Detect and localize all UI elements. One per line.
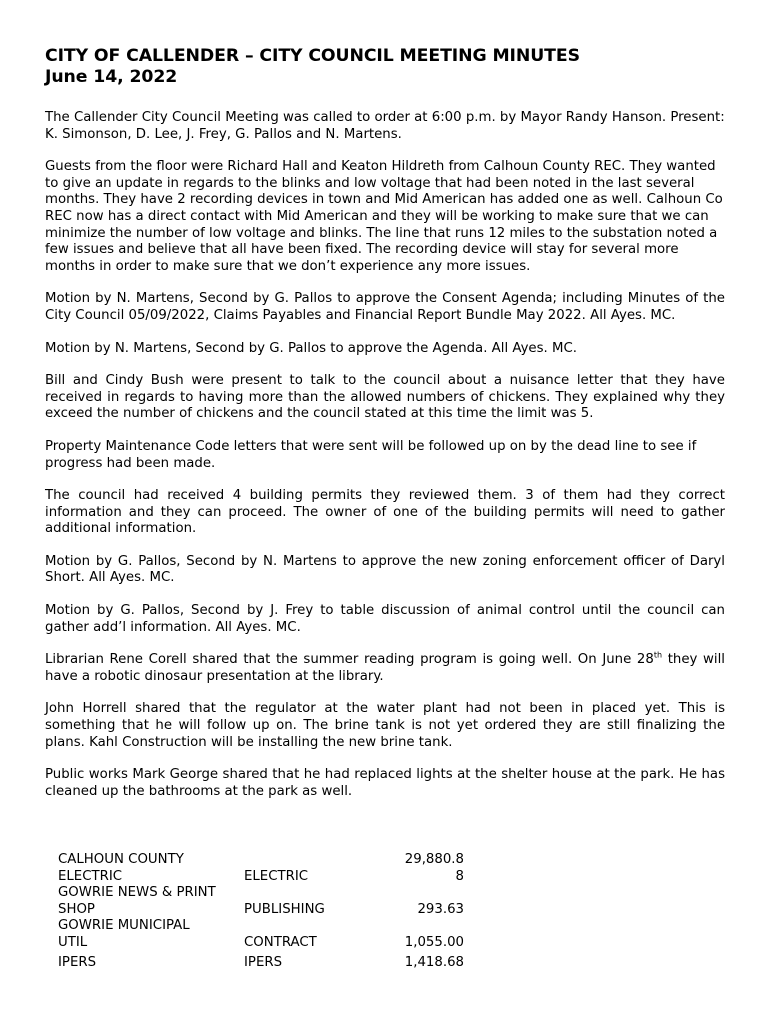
title-date: June 14, 2022 [45, 67, 178, 87]
call-to-order-paragraph: The Callender City Council Meeting was called to order at 6:00 p.m. by Mayor Randy Hanson. Present: K. Simonson, D. Lee, J. Frey, G. Pallos and N. Martens. [45, 110, 725, 142]
library-text-after: they will have a robotic dinosaur presentation at the library. [45, 652, 725, 684]
category-cell: IPERS [244, 954, 283, 970]
agenda-motion: Motion by N. Martens, Second by G. Pallos to approve the Agenda. All Ayes. MC. [45, 340, 577, 356]
table-row [58, 952, 464, 972]
library-text-before: Librarian Rene Corell shared that the summer reading program is going well. On June 28 [45, 652, 654, 668]
minutes-document [45, 46, 725, 800]
vendor-cell: UTIL [58, 934, 88, 950]
amount-cell: 1,055.00 [404, 934, 464, 950]
chickens-paragraph: Bill and Cindy Bush were present to talk to the council about a nuisance letter that they have received in regards to having more than the allowed numbers of chickens. They explained why they exceed the number of chickens and the council stated at this time the limit was 5. [45, 373, 725, 422]
title-line-1: CITY OF CALLENDER – CITY COUNCIL MEETING MINUTES [45, 46, 580, 66]
amount-cell: 29,880.8 [404, 852, 464, 867]
category-cell: ELECTRIC [244, 868, 309, 884]
consent-agenda-motion: Motion by N. Martens, Second by G. Pallos to approve the Consent Agenda; including Minutes of the City Council 05/09/2022, Claims Payables and Financial Report Bundle May 2022. All Ayes. MC. [45, 291, 725, 323]
vendor-cell: CALHOUN COUNTY [58, 852, 184, 867]
property-maintenance-paragraph: Property Maintenance Code letters that were sent will be followed up on by the dead line to see if progress had been made. [45, 438, 697, 471]
library-paragraph [45, 652, 725, 685]
document-title [45, 46, 725, 88]
public-works-paragraph: Public works Mark George shared that he had replaced lights at the shelter house at the park. He has cleaned up the bathrooms at the park as well. [45, 767, 725, 799]
table-row [58, 918, 464, 935]
vendor-cell: ELECTRIC [58, 868, 123, 884]
category-cell: CONTRACT [244, 934, 317, 950]
animal-control-motion: Motion by G. Pallos, Second by J. Frey to table discussion of animal control until the council can gather add’l information. All Ayes. MC. [45, 603, 725, 635]
vendor-cell: GOWRIE MUNICIPAL [58, 918, 190, 934]
water-plant-paragraph: John Horrell shared that the regulator at the water plant had not been in placed yet. This is something that he will follow up on. The brine tank is not yet ordered they are still finalizing the plans. Kahl Construction will be installing the new brine tank. [45, 701, 725, 750]
table-row [58, 935, 464, 952]
vendor-cell: SHOP [58, 901, 95, 917]
amount-cell: 8 [455, 868, 464, 884]
zoning-officer-motion: Motion by G. Pallos, Second by N. Martens to approve the new zoning enforcement officer of Daryl Short. All Ayes. MC. [45, 553, 725, 586]
claims-table [58, 852, 464, 971]
table-row [58, 902, 464, 919]
amount-cell: 1,418.68 [404, 954, 464, 970]
table-row [58, 869, 464, 886]
amount-cell: 293.63 [417, 901, 464, 917]
guests-paragraph: Guests from the floor were Richard Hall and Keaton Hildreth from Calhoun County REC. They wanted to give an update in regards to the blinks and low voltage that had been noted in the last several months. They have 2 recording devices in town and Mid American has added one as well. Calhoun Co REC now has a direct contact with Mid American and they will be working to make sure that we can minimize the number of low voltage and blinks. The line that runs 12 miles to the substation noted a few issues and believe that all have been fixed. The recording device will stay for several more months in order to make sure that we don’t experience any more issues. [45, 159, 723, 274]
building-permits-paragraph: The council had received 4 building permits they reviewed them. 3 of them had they correct information and they can proceed. The owner of one of the building permits will need to gather additional information. [45, 488, 725, 537]
table-row [58, 852, 464, 869]
ordinal-suffix: th [653, 650, 663, 660]
table-row [58, 885, 464, 902]
vendor-cell: IPERS [58, 954, 97, 970]
vendor-cell: GOWRIE NEWS & PRINT [58, 885, 216, 901]
category-cell: PUBLISHING [244, 901, 325, 917]
